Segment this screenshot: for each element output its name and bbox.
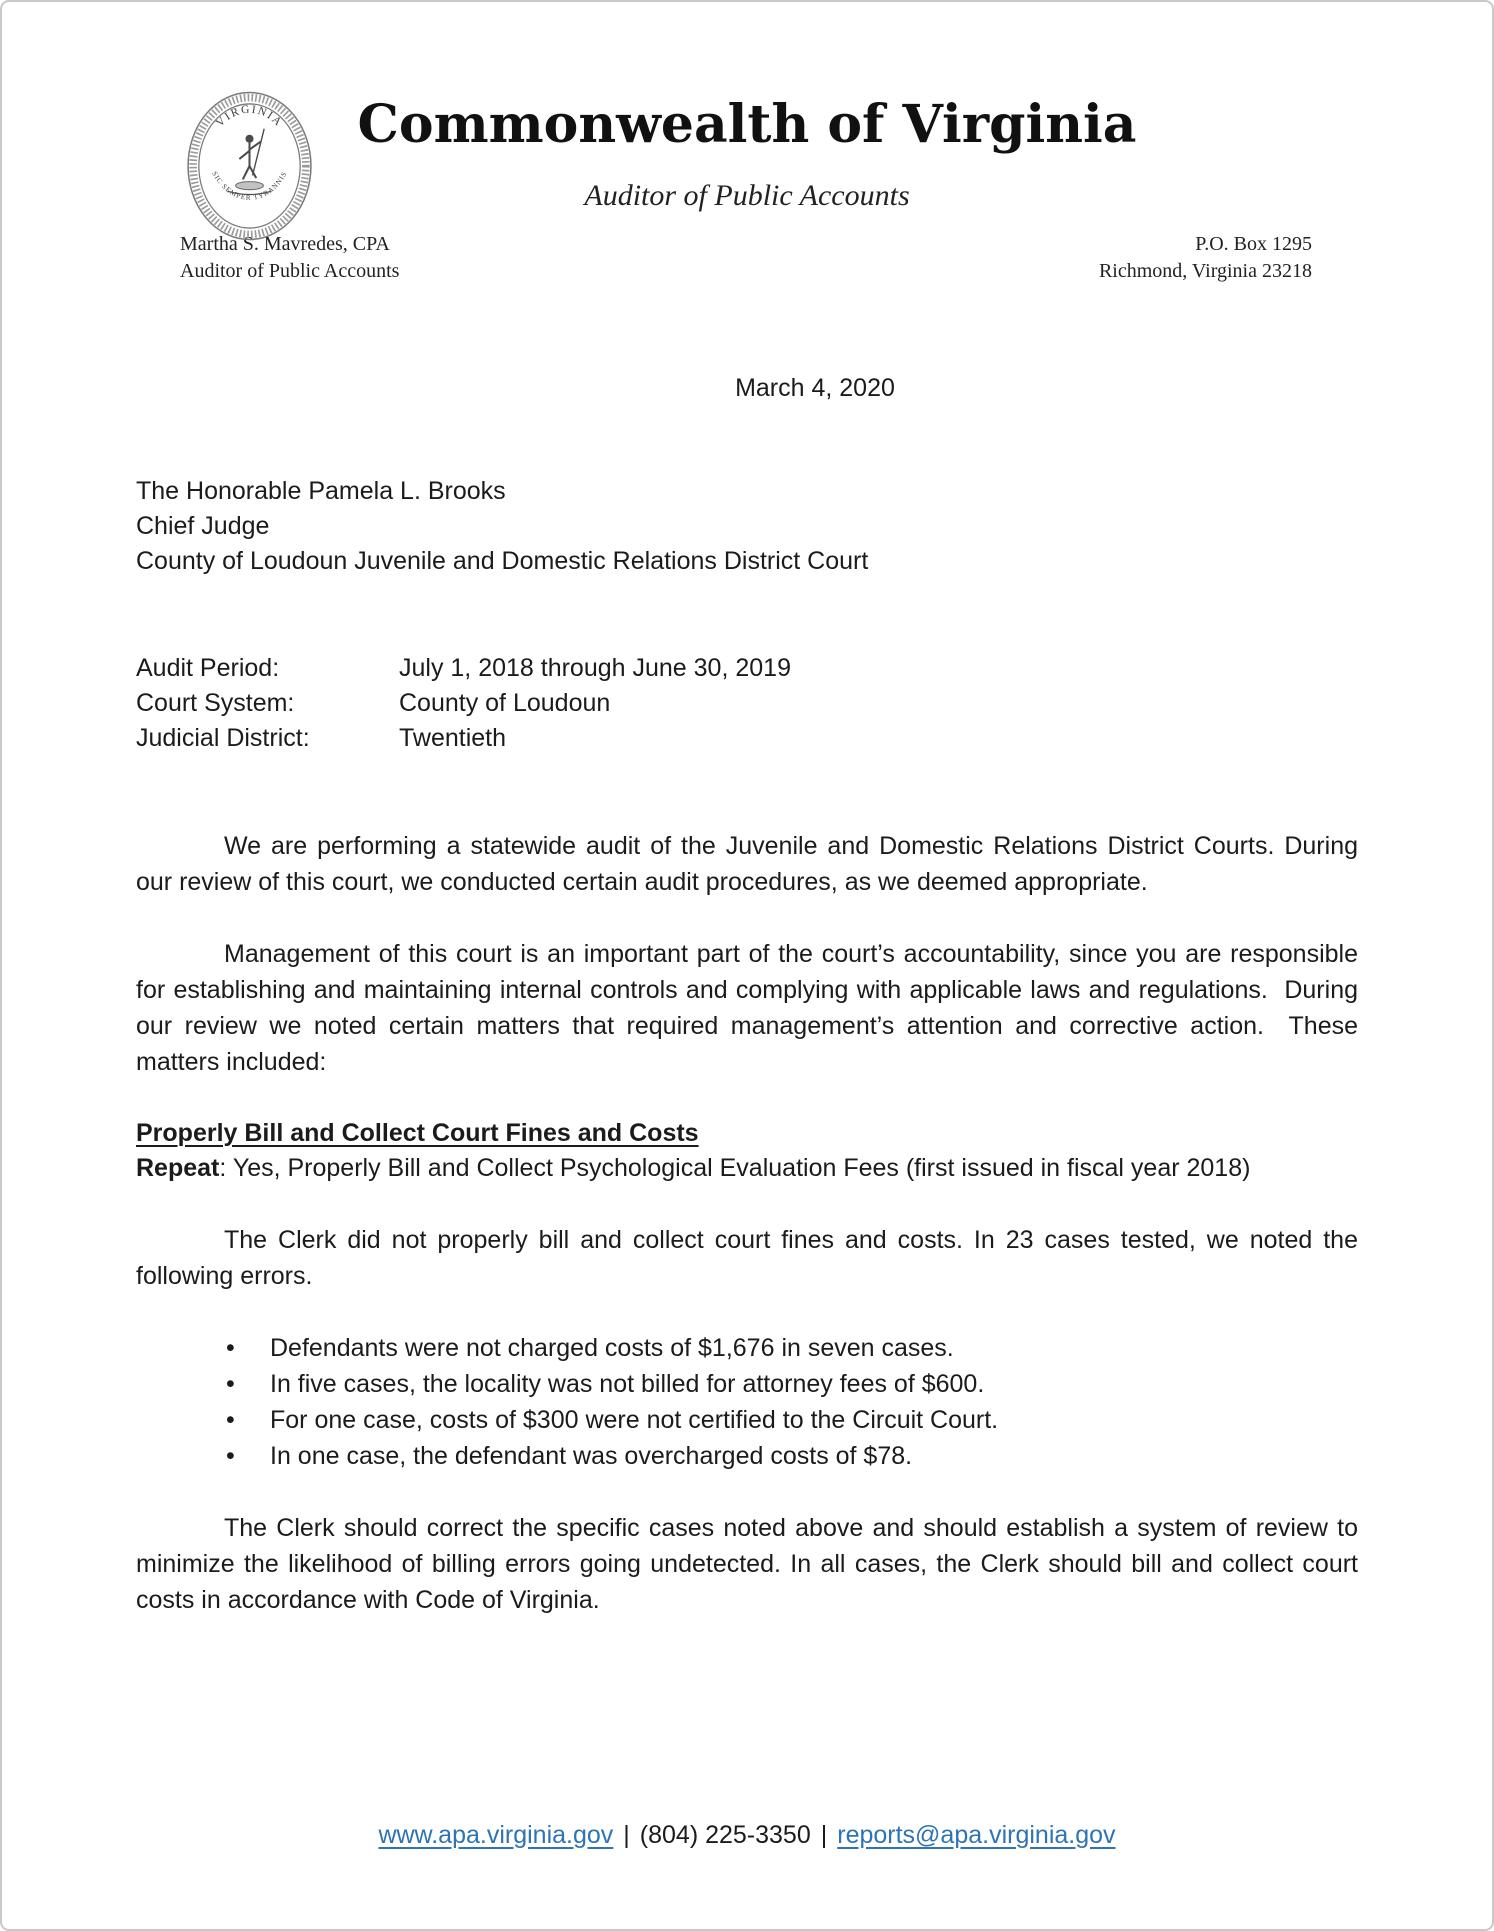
finding-conclusion: The Clerk should correct the specific cases noted above and should establish a system of review to minimize the likelihood of billing errors going undetected. In all cases, the Clerk should bill and collect court costs in accordance with Code of Virginia. xyxy=(136,1513,1358,1614)
audit-period-label: Audit Period: xyxy=(136,653,280,682)
judicial-district-value: Twentieth xyxy=(399,723,507,752)
list-item: • For one case, costs of $300 were not certified to the Circuit Court. xyxy=(270,1402,1358,1438)
paragraph-audit-overview: We are performing a statewide audit of the Juvenile and Domestic Relations District Courts. During our review of this court, we conducted certain audit procedures, as we deemed appropriate. xyxy=(136,831,1358,896)
recipient-court: County of Loudoun Juvenile and Domestic Relations District Court xyxy=(136,546,869,575)
court-system-label: Court System: xyxy=(136,688,295,717)
letterhead-contacts xyxy=(136,231,1358,285)
audit-info-row xyxy=(136,721,1358,756)
address-block xyxy=(1099,231,1358,285)
seal-figure xyxy=(228,129,271,194)
official-name: Martha S. Mavredes, CPA xyxy=(180,232,390,255)
finding-intro: The Clerk did not properly bill and collect court fines and costs. In 23 cases tested, we noted the following errors. xyxy=(136,1225,1358,1290)
recipient-block xyxy=(136,474,1358,579)
audit-period-value: July 1, 2018 through June 30, 2019 xyxy=(399,653,791,682)
judicial-district-label: Judicial District: xyxy=(136,723,310,752)
virginia-seal xyxy=(186,90,313,242)
address-line1: P.O. Box 1295 xyxy=(1195,232,1312,255)
website-link[interactable]: www.apa.virginia.gov xyxy=(378,1820,614,1849)
address-line2: Richmond, Virginia 23218 xyxy=(1098,259,1312,282)
repeat-text: : Yes, Properly Bill and Collect Psychological Evaluation Fees (first issued in fiscal year 2018) xyxy=(219,1153,1251,1182)
list-item: • In one case, the defendant was overcharged costs of $78. xyxy=(270,1438,1358,1474)
list-item: • Defendants were not charged costs of $1,676 in seven cases. xyxy=(270,1330,1358,1366)
finding-heading: Properly Bill and Collect Court Fines and Costs xyxy=(136,1118,699,1147)
footer-separator: | xyxy=(623,1820,630,1849)
virginia-seal-icon xyxy=(186,90,313,242)
audit-info-row xyxy=(136,686,1358,721)
recipient-title: Chief Judge xyxy=(136,511,270,540)
page-footer xyxy=(136,1818,1358,1853)
phone-number: (804) 225-3350 xyxy=(639,1820,811,1849)
audit-info-block xyxy=(136,651,1358,756)
paragraph-management-responsibility: Management of this court is an important part of the court’s accountability, since you are responsible for establishing and maintaining internal controls and complying with applicable laws and regulations. During our review we noted certain matters that required management’s attention and corrective action. These matters included: xyxy=(136,939,1358,1076)
letterhead-center xyxy=(136,2,1358,215)
email-link[interactable]: reports@apa.virginia.gov xyxy=(837,1820,1116,1849)
finding-bullet-list xyxy=(136,1330,1358,1474)
org-title: Commonwealth of Virginia xyxy=(357,94,1137,155)
seal-motto-text: SIC SEMPER TYRANNIS xyxy=(210,169,289,202)
court-system-value: County of Loudoun xyxy=(399,688,611,717)
letter-date: March 4, 2020 xyxy=(735,373,895,402)
audit-info-row xyxy=(136,651,1358,686)
letterhead xyxy=(136,2,1358,285)
list-item: • In five cases, the locality was not billed for attorney fees of $600. xyxy=(270,1366,1358,1402)
seal-top-text: VIRGINIA xyxy=(214,103,285,130)
repeat-label: Repeat xyxy=(136,1153,220,1182)
footer-separator: | xyxy=(820,1820,828,1849)
recipient-name: The Honorable Pamela L. Brooks xyxy=(136,476,506,505)
finding-repeat-line xyxy=(136,1151,1358,1186)
org-subtitle: Auditor of Public Accounts xyxy=(584,178,910,212)
official-title: Auditor of Public Accounts xyxy=(180,259,400,282)
